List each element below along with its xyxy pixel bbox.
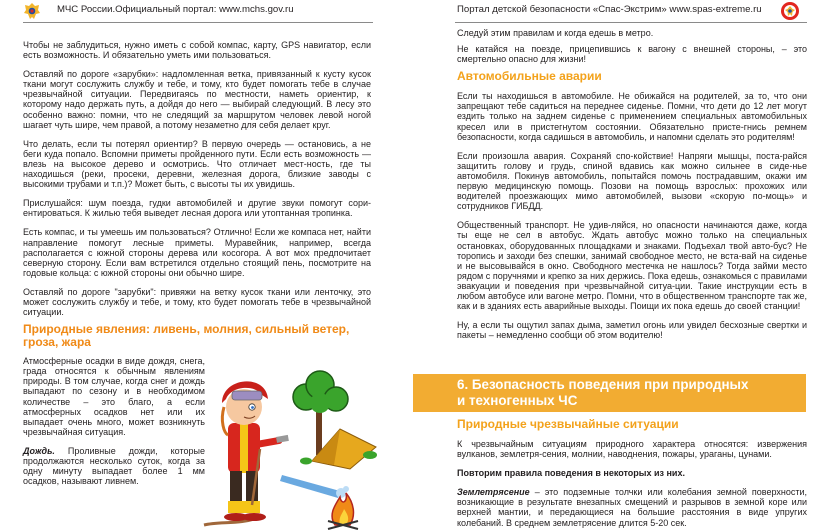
right-header-text: Портал детской безопасности «Спас-Экстрим» www.spas-extreme.ru [457, 4, 762, 15]
tent-icon [300, 429, 377, 469]
campfire-icon [328, 493, 358, 529]
water-stream-icon [280, 475, 349, 498]
left-page-header [23, 0, 373, 22]
paragraph: Следуй этим правилам и когда едешь в метро. [457, 28, 654, 38]
term-earthquake: Землетрясение [457, 487, 530, 498]
paragraph: Общественный транспорт. Не удив-ляйся, но опасности начинаются даже, когда ты еще не сел в автобус. Ждать автобус можно только на специальных остановках, оборудованных площадками и знаками. Подъехал твой авто-бус? Не торопись и заходи без спешки, занимай свободное место, не вста-вай на сиденье и не высовывайся в окно. Свободного местечка не нашлось? Тогда займи место рядом с поручнями и крепко за них держись. Пока едешь, ознакомься с правилами эвакуации и поведения при чрезвычайной ситуа-ции. Такие инструкции есть в любом автобусе или вагоне метро. Помни, что в общественном транспорте так же, как и в зданиях есть аварийные выходы. Поищи их пока едешь до своей станции! [457, 220, 807, 312]
right-page-header [453, 0, 808, 22]
paragraph: Оставляй по дороге «зарубки»: надломленная ветка, привязанный к кусту кусок ткани могут сослужить службу и тебе, и тому, кто будет помогать тебе в случае чрезвычайной ситуации. Передвигаясь по местности, наметь ориентир, к которому надо держать путь, а дойдя до него — выбирай следующий. В лесу это особенно важно: помни, что не следящий за маршрутом человек левой ногой шагает чуть шире, чем правой, а потому незаметно для себя делает круг. [23, 69, 371, 130]
firefighter-child-icon [204, 381, 289, 525]
left-header-text: МЧС России.Официальный портал: www.mchs.gov.ru [57, 4, 294, 15]
earthquake-definition: – это подземные толчки или колебания земной поверхности, возникающие в результате внезапных смещений и разрывов в земной коре или верхней мантии, и передающиеся на большие расстояния в виде упругих колебаний. В среднем землетрясение длится 5-20 сек. [457, 487, 807, 528]
chapter-title [457, 377, 748, 408]
spas-extreme-lifebuoy-icon [780, 1, 800, 21]
term-rain: Дождь. [23, 445, 55, 456]
paragraph: Прислушайся: шум поезда, гудки автомобилей и другие звуки помогут сори-ентироваться. К жилью тебя выведет лесная дорога или утоптанная тропинка. [23, 198, 371, 219]
rain-definition: Проливные дожди, которые продолжаются несколько суток, когда за одну минуту выпадает более 1 мм осадков, называют ливнем. [23, 445, 205, 487]
right-lower-column [457, 415, 807, 531]
paragraph: Оставляй по дороге "зарубки": привяжи на ветку кусок ткани или ленточку, это может сослужить службу и тебе, и тому, кто будет помогать тебе в чрезвычайной ситуации. [23, 286, 371, 318]
paragraph: Не катайся на поезде, прицепившись к вагону с внешней стороны, – это смертельно опасно для жизни! [457, 44, 807, 65]
paragraph: Ну, а если ты ощутил запах дыма, заметил огонь или увидел бесхозные свертки и пакеты – немедленно сообщи об этом водителю! [457, 320, 807, 341]
paragraph: Если произошла авария. Сохраняй спо-койствие! Напряги мышцы, поста-райся защитить голову и грудь, спиной вдавись как можно сильнее в сиде-нье автомобиля. Покинув автомобиль, попытайся помочь пострадавшим, окажи им первую медицинскую помощь. Позови на помощь взрослых: прохожих или водителей проезжающих мимо автомобилей, вызови «скорую по-мощь» и сотрудников ГИБДД. [457, 150, 807, 212]
paragraph-precipitation: Атмосферные осадки в виде дождя, снега, града относятся к обычным явлениям природы. В том случае, когда снег и дождь выпадают по сезону и в необходимом количестве – это благо, а если атмосферных осадков нет или их выпадает очень много, может возникнуть чрезвычайная ситуация. [23, 356, 205, 437]
section-heading-natural-phenomena: Природные явления: ливень, молния, сильный ветер, гроза, жара [23, 322, 350, 350]
firefighter-child-extinguishing-campfire-illustration [200, 365, 413, 531]
left-header-rule [23, 22, 373, 23]
section-heading-natural-emergencies: Природные чрезвычайные ситуации [457, 417, 679, 431]
paragraph: Есть компас, и ты умеешь им пользоваться? Отлично! Если же компаса нет, найти направление помогут лесные приметы. Муравейник, например, всегда располагается с южной стороны дерева или косогора. А вот мох предпочитает северную сторону. Если вам встретился отдельно стоящий пень, посмотрите на годовые кольца: с южной стороны они обычно шире. [23, 227, 371, 278]
right-page [413, 0, 826, 531]
paragraph: Чтобы не заблудиться, нужно иметь с собой компас, карту, GPS навигатор, если есть возможность. И обязательно уметь ими пользоваться. [23, 40, 371, 61]
right-header-rule [455, 22, 807, 23]
paragraph: Если ты находишься в автомобиле. Не обижайся на родителей, за то, что они запрещают тебе садиться на переднее сиденье. Помни, что дети до 12 лет могут ездить только на заднем сиденье с применением специальных автомобильных кресел или в пристегнутом состоянии. Обязательно присте-гнись ремнем безопасности, когда садишься в автомобиль, и напомни сделать это родителям! [457, 91, 807, 142]
section-heading-car-accidents: Автомобильные аварии [457, 69, 602, 84]
paragraph-earthquake [457, 487, 807, 527]
paragraph-rain [23, 446, 205, 486]
paragraph: Что делать, если ты потерял ориентир? В первую очередь — остановись, а не беги куда попало. Вспомни приметы пройденного пути. Если есть возможность — влезь на высокое дерево и осмотрись. Что отличает мест-ность, где ты находишься (реки, просеки, деревни, железная дорога, близкие заводы с высокими трубами и т.п.)? Может быть, с высоты ты их увидишь. [23, 138, 371, 190]
right-column [457, 28, 807, 349]
paragraph-natural-intro: К чрезвычайным ситуациям природного характера относятся: извержения вулканов, землетря-сения, молнии, наводнения, пожары, ураганы, цунами. [457, 439, 807, 460]
chapter-banner [413, 374, 806, 412]
chapter-title-line-2: и техногенных ЧС [457, 392, 578, 408]
rules-heading: Повторим правила поведения в некоторых из них. [457, 468, 685, 479]
chapter-title-line-1: 6. Безопасность поведения при природных [457, 377, 749, 392]
